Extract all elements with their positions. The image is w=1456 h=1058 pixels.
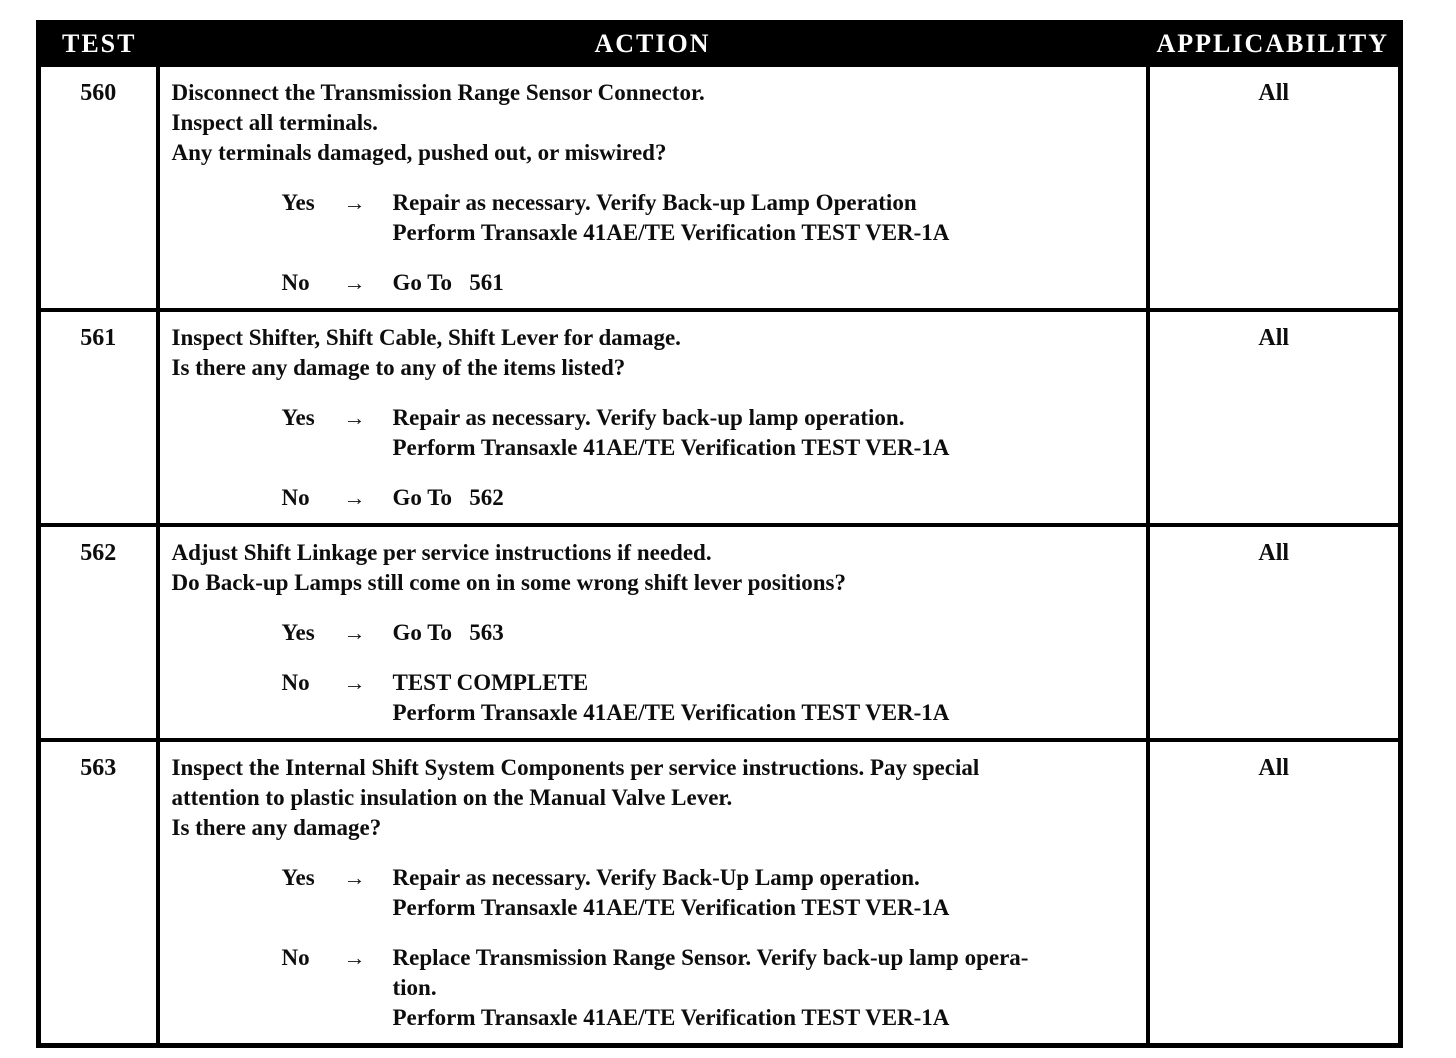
table-row — [39, 310, 1401, 525]
description-line: Inspect Shifter, Shift Cable, Shift Lever for damage. — [171, 324, 681, 350]
diagnostic-test-table — [36, 20, 1403, 1048]
branch-result-line: Go To 563 — [392, 619, 504, 645]
decision-branch — [282, 268, 1138, 298]
branch-result-line: Repair as necessary. Verify Back-Up Lamp operation. — [392, 864, 920, 890]
branch-label: No — [281, 669, 310, 695]
column-header-applicability: APPLICABILITY — [1148, 23, 1401, 65]
branch-label: No — [281, 269, 310, 295]
action-description — [172, 753, 1138, 843]
branch-result-line: Repair as necessary. Verify back-up lamp operation. — [392, 404, 905, 430]
test-number: 560 — [39, 65, 158, 310]
branch-result — [393, 863, 1138, 923]
table-row — [39, 525, 1401, 740]
branch-label: Yes — [281, 864, 315, 890]
table-row — [39, 65, 1401, 310]
branch-result — [393, 943, 1138, 1033]
branch-result — [393, 483, 1138, 513]
action-description — [172, 78, 1138, 168]
branch-result-line: tion. — [392, 974, 437, 1000]
table-header-row — [39, 23, 1401, 65]
applicability-value: All — [1148, 740, 1401, 1046]
description-line: Inspect the Internal Shift System Components per service instructions. Pay special — [171, 754, 980, 780]
decision-branch — [282, 188, 1138, 248]
description-line: Is there any damage to any of the items listed? — [171, 354, 626, 380]
decision-branch — [282, 403, 1138, 463]
branch-result-line: Repair as necessary. Verify Back-up Lamp Operation — [392, 189, 917, 215]
description-line: attention to plastic insulation on the Manual Valve Lever. — [171, 784, 733, 810]
decision-branch — [282, 668, 1138, 728]
applicability-value: All — [1148, 65, 1401, 310]
branch-result-line: Perform Transaxle 41AE/TE Verification TEST VER-1A — [392, 434, 950, 460]
description-line: Do Back-up Lamps still come on in some wrong shift lever positions? — [171, 569, 847, 595]
action-cell — [158, 525, 1148, 740]
action-cell — [158, 740, 1148, 1046]
branch-result-line: Go To 561 — [392, 269, 504, 295]
table-header — [39, 23, 1401, 65]
right-arrow-icon: → — [343, 269, 366, 295]
right-arrow-icon: → — [343, 484, 366, 510]
branch-label: Yes — [281, 189, 315, 215]
decision-branch — [282, 943, 1138, 1033]
branch-result — [393, 668, 1138, 728]
branches — [172, 618, 1138, 728]
right-arrow-icon: → — [343, 944, 366, 970]
action-cell — [158, 310, 1148, 525]
decision-branch — [282, 863, 1138, 923]
branch-result-line: Perform Transaxle 41AE/TE Verification TEST VER-1A — [392, 219, 950, 245]
decision-branch — [282, 618, 1138, 648]
action-description — [172, 323, 1138, 383]
description-line: Any terminals damaged, pushed out, or miswired? — [171, 139, 667, 165]
branch-result — [393, 618, 1138, 648]
branches — [172, 863, 1138, 1033]
branch-result-line: Go To 562 — [392, 484, 504, 510]
branch-result — [393, 268, 1138, 298]
right-arrow-icon: → — [343, 189, 366, 215]
test-number: 563 — [39, 740, 158, 1046]
table-body — [39, 65, 1401, 1046]
branch-result-line: Perform Transaxle 41AE/TE Verification TEST VER-1A — [392, 894, 950, 920]
description-line: Disconnect the Transmission Range Sensor Connector. — [171, 79, 705, 105]
action-description — [172, 538, 1138, 598]
branch-result — [393, 403, 1138, 463]
branch-result-line: TEST COMPLETE — [392, 669, 589, 695]
description-line: Inspect all terminals. — [171, 109, 378, 135]
branch-result-line: Perform Transaxle 41AE/TE Verification TEST VER-1A — [392, 1004, 950, 1030]
branch-label: No — [281, 484, 310, 510]
action-cell — [158, 65, 1148, 310]
description-line: Adjust Shift Linkage per service instructions if needed. — [171, 539, 712, 565]
branch-result-line: Replace Transmission Range Sensor. Verify back-up lamp opera- — [392, 944, 1029, 970]
decision-branch — [282, 483, 1138, 513]
branch-label: No — [281, 944, 310, 970]
description-line: Is there any damage? — [171, 814, 382, 840]
branch-label: Yes — [281, 404, 315, 430]
right-arrow-icon: → — [343, 864, 366, 890]
applicability-value: All — [1148, 310, 1401, 525]
applicability-value: All — [1148, 525, 1401, 740]
branches — [172, 188, 1138, 298]
column-header-action: ACTION — [158, 23, 1148, 65]
test-number: 561 — [39, 310, 158, 525]
branch-result-line: Perform Transaxle 41AE/TE Verification TEST VER-1A — [392, 699, 950, 725]
branch-label: Yes — [281, 619, 315, 645]
test-number: 562 — [39, 525, 158, 740]
table-row — [39, 740, 1401, 1046]
right-arrow-icon: → — [343, 619, 366, 645]
branch-result — [393, 188, 1138, 248]
right-arrow-icon: → — [343, 669, 366, 695]
column-header-test: TEST — [39, 23, 158, 65]
branches — [172, 403, 1138, 513]
right-arrow-icon: → — [343, 404, 366, 430]
